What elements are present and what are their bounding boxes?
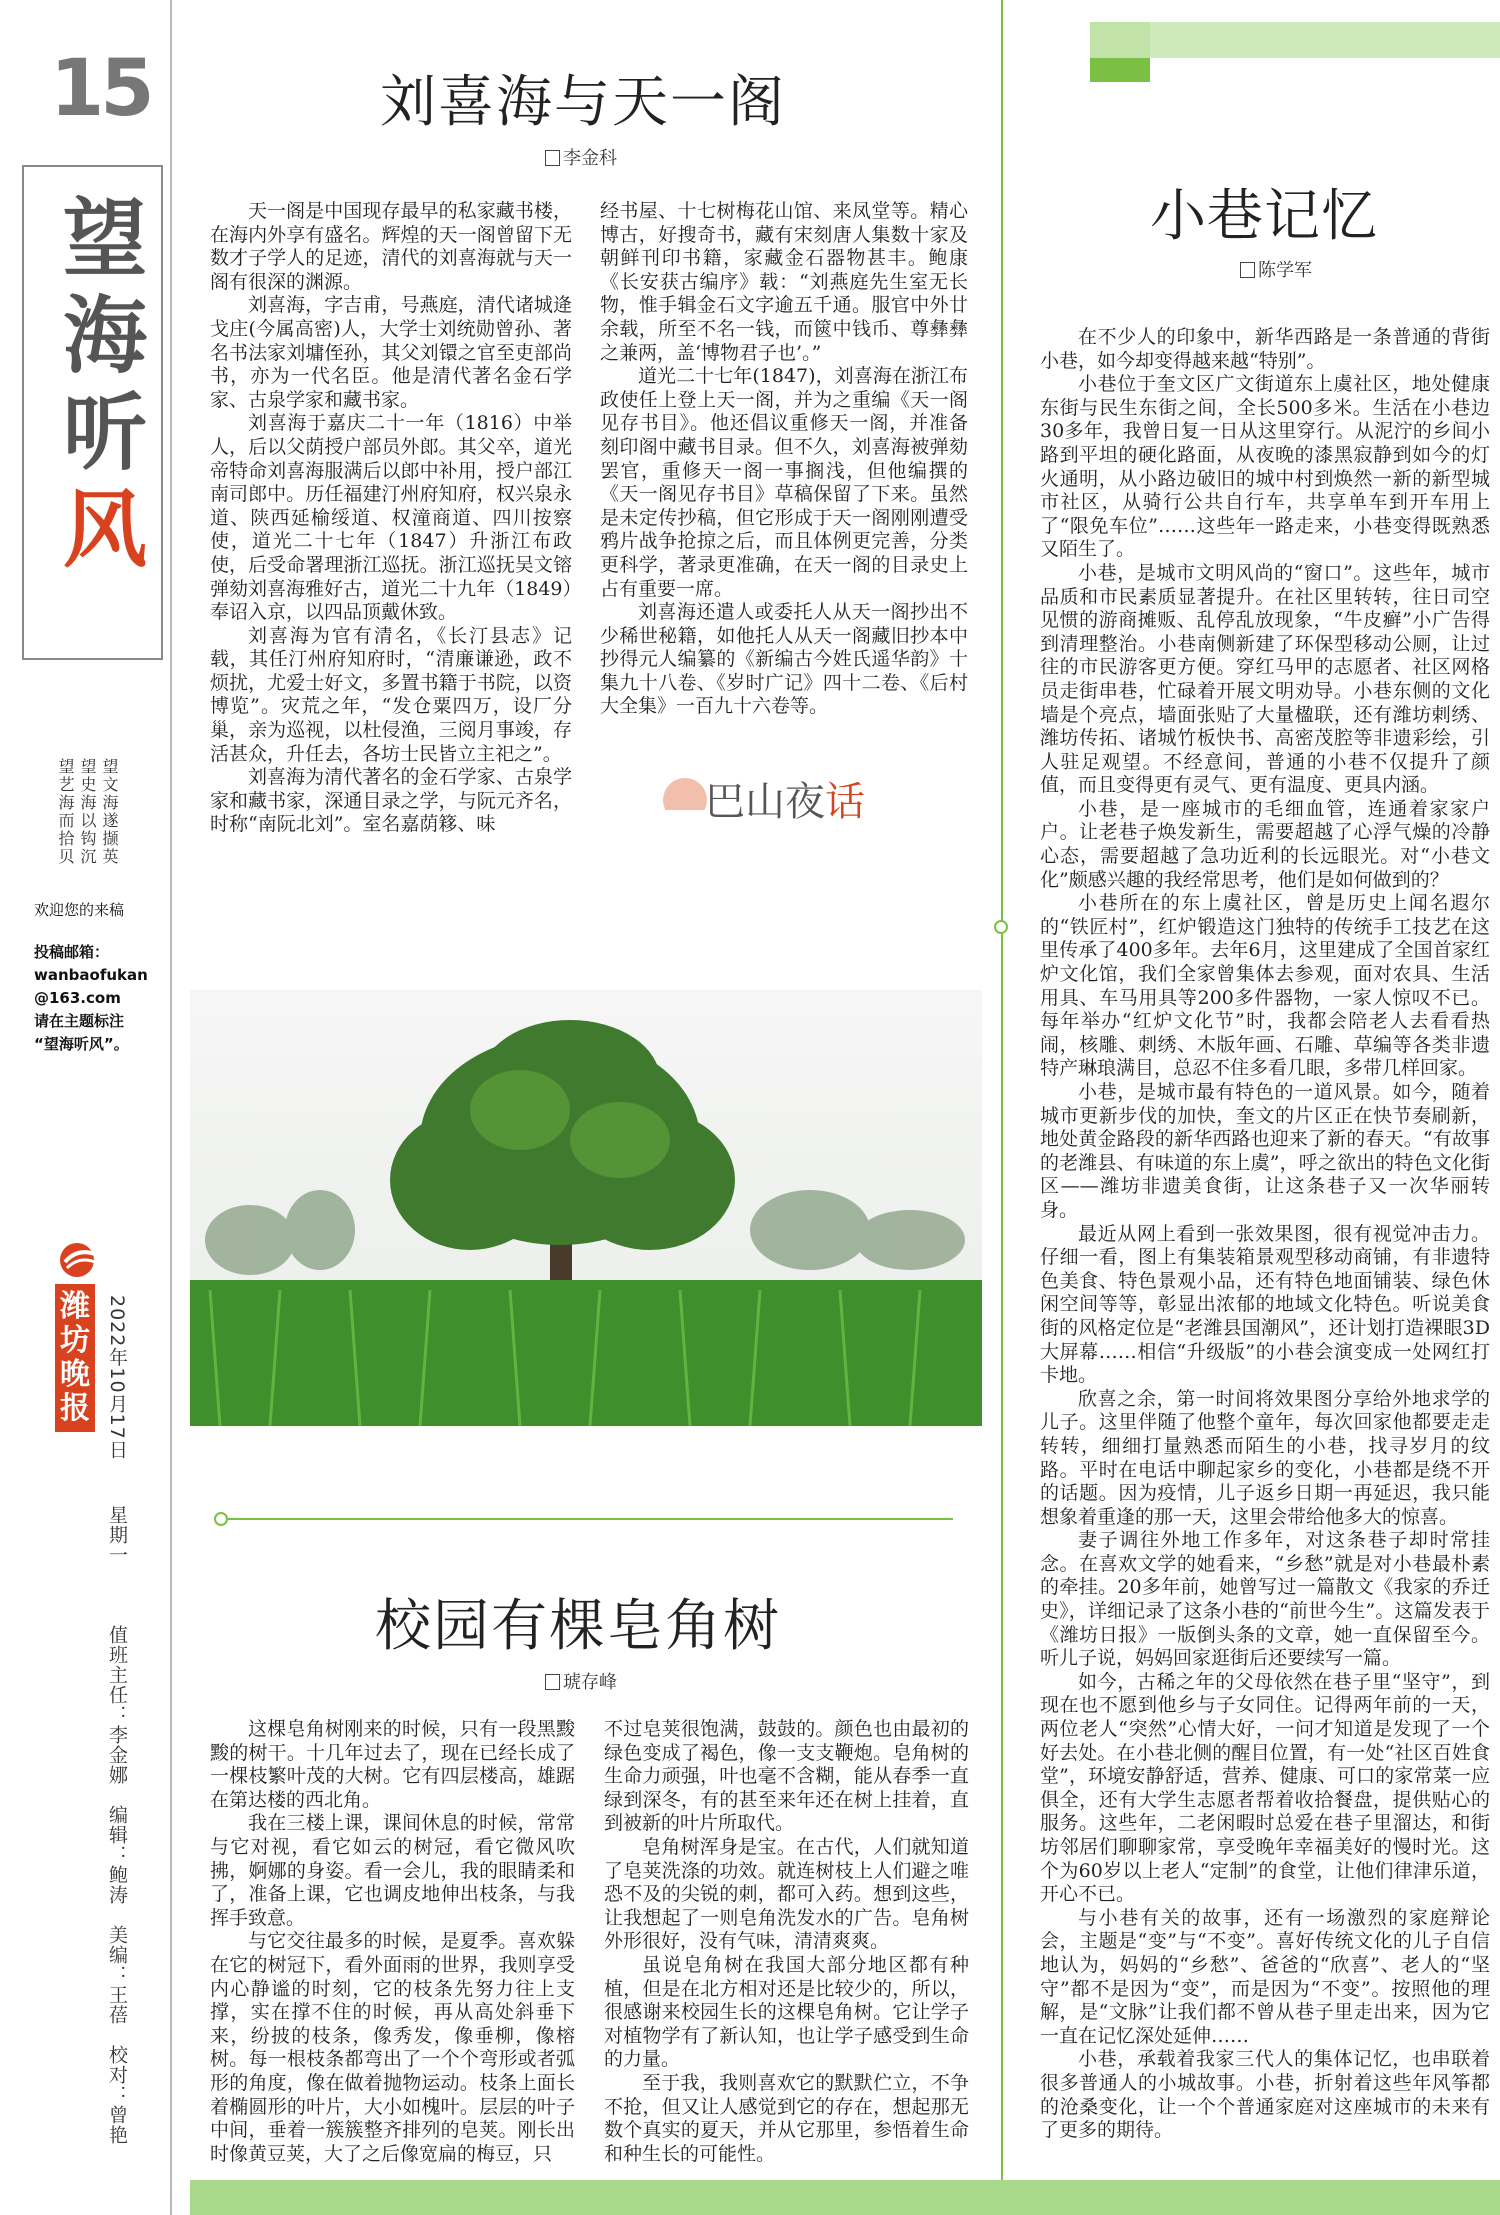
section-label-main: 巴山夜 — [705, 779, 825, 825]
paragraph: 最近从网上看到一张效果图，很有视觉冲击力。仔细一看，图上有集装箱景观型移动商铺，有非遗特色美食、特色景观小品，还有特色地面铺装、绿色休闲空间等等，彰显出浓郁的地域文化特色。听说美食街的风格定位是“老潍县国潮风”，还计划打造裸眼3D大屏幕……相信“升级版”的小巷会演变成一处网红打卡地。 — [1040, 1222, 1490, 1387]
paragraph: 刘喜海于嘉庆二十一年（1816）中举人，后以父荫授户部员外郎。其父卒，道光帝特命刘喜海服满后以郎中补用，授户部江南司郎中。历任福建汀州府知府，权兴泉永道、陕西延榆绥道、权潼商道、四川按察使，道光二十七年（1847）升浙江布政使，后受命署理浙江巡抚。浙江巡抚吴文镕弹劾刘喜海雅好古，道光二十九年（1849）奉诏入京，以四品顶戴休致。 — [210, 412, 572, 624]
byline-zaojiao — [545, 1668, 617, 1694]
paragraph: 刘喜海还遣人或委托人从天一阁抄出不少稀世秘籍，如他托人从天一阁藏旧抄本中抄得元人编纂的《新编古今姓氏遥华韵》十集九十八卷、《岁时广记》四十二卷、《后村大全集》一百九十六卷等。 — [600, 601, 968, 718]
article-body-xiaoxiang — [1040, 326, 1490, 2143]
byline-box-icon — [545, 1674, 560, 1690]
paragraph: 在不少人的印象中，新华西路是一条普通的背街小巷，如今却变得越来越“特别”。 — [1040, 326, 1490, 372]
sidebar-divider — [170, 0, 172, 2215]
separator-dot — [214, 1512, 228, 1526]
column-title-char: 听 — [62, 383, 147, 482]
issue-weekday: 星期一 — [106, 1505, 128, 1565]
article-title-zaojiao: 校园有棵皂角树 — [375, 1594, 781, 1659]
article-body-zaojiao-col1 — [210, 1718, 575, 2166]
paragraph: 这棵皂角树刚来的时候，只有一段黑黢黢的树干。十几年过去了，现在已经长成了一棵枝繁叶茂的大树。它有四层楼高，雄踞在第达楼的西北角。 — [210, 1718, 575, 1811]
paragraph: 小巷，是城市最有特色的一道风景。如今，随着城市更新步伐的加快，奎文的片区正在快节奏刷新，地处黄金路段的新华西路也迎来了新的春天。“有故事的老潍县、有味道的东上虞”，呼之欲出的特色文化街区——潍坊非遗美食街，让这条巷子又一次华丽转身。 — [1040, 1081, 1490, 1221]
staff-credits: 值班主任：李金娜 编辑：鲍涛 美编：王蓓 校对：曾艳 — [106, 1625, 128, 2145]
issue-date: 2022年10月17日 — [106, 1295, 128, 1460]
paragraph: 小巷，是城市文明风尚的“窗口”。这些年，城市品质和市民素质显著提升。在社区里转转，往日司空见惯的游商摊贩、乱停乱放现象，“牛皮癣”小广告得到清理整治。小巷南侧新建了环保型移动公厕，让过往的市民游客更方便。穿红马甲的志愿者、社区网格员走街串巷，忙碌着开展文明劝导。小巷东侧的文化墙是个亮点，墙面张贴了大量楹联，还有潍坊剌绣、潍坊传拓、诸城竹板快书、高密茂腔等非遗彩绘，引人驻足观望。不经意间，普通的小巷不仅提升了颜值，而且变得更有灵气、更有温度、更具内涵。 — [1040, 561, 1490, 797]
column-divider — [1001, 0, 1003, 2180]
paragraph: 小巷位于奎文区广文街道东上虞社区，地处健康东街与民生东街之间，全长500多米。生活在小巷边30多年，我曾日复一日从这里穿行。从泥泞的乡间小路到平坦的硬化路面，从夜晚的漆黑寂静到如今的灯火通明，从小路边破旧的城中村到焕然一新的新型城市社区，从骑行公共自行车，共享单车到开车用上了“限免车位”……这些年一路走来，小巷变得既熟悉又陌生了。 — [1040, 373, 1490, 561]
paragraph: 我在三楼上课，课间休息的时候，常常与它对视，看它如云的树冠，看它微风吹拂，婀娜的身姿。看一会儿，我的眼睛柔和了，准备上课，它也调皮地伸出枝条，与我挥手致意。 — [210, 1812, 575, 1929]
paragraph: 小巷，承载着我家三代人的集体记忆，也串联着很多普通人的小城故事。小巷，折射着这些年风筝都的沧桑变化，让一个个普通家庭对这座城市的未来有了更多的期待。 — [1040, 2048, 1490, 2142]
paragraph: 欣喜之余，第一时间将效果图分享给外地求学的儿子。这里伴随了他整个童年，每次回家他都要走走转转，细细打量熟悉而陌生的小巷，找寻岁月的纹路。平时在电话中聊起家乡的变化，小巷都是绕不开的话题。因为疫情，儿子返乡日期一再延迟，我只能想象着重逢的那一天，这里会带给他多大的惊喜。 — [1040, 1387, 1490, 1528]
byline-xiaoxiang — [1240, 256, 1312, 282]
email-line-2[interactable]: @163.com — [34, 989, 121, 1007]
paragraph: 与它交往最多的时候，是夏季。喜欢躲在它的树冠下，看外面雨的世界，我则享受内心静谧的时刻，它的枝条先努力往上支撑，实在撑不住的时候，再从高处斜垂下来，纷披的枝条，像秀发，像垂柳，像榕树。每一根枝条都弯出了一个个弯形或者弧形的角度，像在做着抛物运动。枝条上面长着椭圆形的叶片，大小如槐叶。层层的叶子中间，垂着一簇簇整齐排列的皂荚。刚长出时像黄豆荚，大了之后像宽扁的梅豆，只 — [210, 1930, 575, 2165]
welcome-text: 欢迎您的来稿 — [34, 901, 125, 919]
paragraph: 如今，古稀之年的父母依然在巷子里“坚守”，到现在也不愿到他乡与子女同住。记得两年前的一天，两位老人“突然”心情大好，一问才知道是发现了一个好去处。在小巷北侧的醒目位置，有一处“社区百姓食堂”，环境安静舒适，营养、健康、可口的家常菜一应俱全，还有大学生志愿者帮着收拾餐盘，提供贴心的服务。这些年，二老闲暇时总爱在巷子里溜达，和街坊邻居们聊聊家常，享受晚年幸福美好的慢时光。这个为60岁以上老人“定制”的食堂，让他们律津乐道，开心不已。 — [1040, 1670, 1490, 1906]
byline-box-icon — [1240, 262, 1255, 278]
newspaper-logo-icon — [55, 1240, 105, 1280]
author-name: 琥存峰 — [563, 1672, 617, 1693]
paragraph: 与小巷有关的故事，还有一场激烈的家庭辩论会，主题是“变”与“不变”。喜好传统文化的儿子自信地认为，妈妈的“乡愁”、爸爸的“欣喜”、老人的“坚守”都不是因为“变”，而是因为“不变”。按照他的理解，是“文脉”让我们都不曾从巷子里走出来，因为它一直在记忆深处延伸…… — [1040, 1906, 1490, 2047]
author-name: 李金科 — [563, 148, 617, 169]
email-line-1[interactable]: wanbaofukan — [34, 966, 148, 984]
article-title-xiaoxiang: 小巷记忆 — [1150, 184, 1378, 249]
paragraph: 经书屋、十七树梅花山馆、来凤堂等。精心博古，好搜奇书，藏有宋刻唐人集数十家及朝鲜刊印书籍，家藏金石器物甚丰。鲍康《长安获古编序》载：“刘燕庭先生室无长物，惟手辑金石文字逾五千通。服官中外廿余载，所至不名一钱，而篋中钱币、尊彝彝之兼两，盖‘博物君子也’。” — [600, 200, 968, 364]
section-label — [705, 770, 865, 827]
byline-box-icon — [545, 150, 560, 166]
paragraph: 天一阁是中国现存最早的私家藏书楼，在海内外享有盛名。辉煌的天一阁曾留下无数才子学人的足迹，清代的刘喜海就与天一阁有很深的渊源。 — [210, 200, 572, 293]
column-title-char: 海 — [62, 286, 147, 385]
paragraph: 刘喜海为官有清名，《长汀县志》记载，其任汀州府知府时，“清廉谦逊，政不烦扰，尤爱士好文，多置书籍于书院，以资博览”。灾荒之年，“发仓粟四万，设厂分巢，亲为巡视，以杜侵渔，三阅月事竣，存活甚众，升任去，各坊士民皆立主祀之”。 — [210, 624, 572, 765]
separator-line — [228, 1518, 953, 1520]
article-body-zaojiao-col2 — [604, 1718, 969, 2166]
paragraph: 不过皂荚很饱满，鼓鼓的。颜色也由最初的绿色变成了褐色，像一支支鞭炮。皂角树的生命力顽强，叶也毫不含糊，能从春季一直绿到深冬，有的甚至来年还在树上挂着，直到被新的叶片所取代。 — [604, 1718, 969, 1835]
poem-line-3: 望艺海而拾贝 — [56, 758, 75, 866]
paragraph: 小巷，是一座城市的毛细血管，连通着家家户户。让老巷子焕发新生，需要超越了心浮气燥的冷静心态，需要超越了急功近利的长远眼光。对“小巷文化”颇感兴趣的我经常思考，他们是如何做到的？ — [1040, 797, 1490, 891]
author-name: 陈学军 — [1258, 260, 1312, 281]
paragraph: 虽说皂角树在我国大部分地区都有种植，但是在北方相对还是比较少的，所以，很感谢来校园生长的这棵皂角树。它让学子对植物学有了新认知，也让学子感受到生命的力量。 — [604, 1953, 969, 2071]
note-line-2: “望海听风”。 — [34, 1035, 129, 1053]
column-title-char: 风 — [62, 480, 147, 579]
note-line-1: 请在主题标注 — [34, 1012, 125, 1030]
article-title-tianyige: 刘喜海与天一阁 — [380, 70, 786, 135]
paragraph: 至于我，我则喜欢它的默默伫立，不争不抢，但又让人感觉到它的存在，想起那无数个真实的夏天，并从它那里，参悟着生命和种生长的可能性。 — [604, 2071, 969, 2165]
article-body-tianyige-col2 — [600, 200, 968, 719]
divider-dot — [994, 920, 1008, 934]
newspaper-name: 潍坊晚报 — [55, 1284, 95, 1432]
paragraph: 皂角树浑身是宝。在古代，人们就知道了皂荚洗涤的功效。就连树枝上人们避之唯恐不及的尖锐的刺，都可入药。想到这些，让我想起了一则皂角洗发水的广告。皂角树外形很好，没有气味，清清爽爽。 — [604, 1835, 969, 1953]
submission-label: 投稿邮箱： — [34, 943, 110, 961]
article-body-tianyige-col1 — [210, 200, 572, 837]
paragraph: 小巷所在的东上虞社区，曾是历史上闻名遐尔的“铁匠村”，红炉锻造这门独特的传统手工技艺在这里传承了400多年。去年6月，这里建成了全国首家红炉文化馆，我们全家曾集体去参观，面对农具、生活用具、车马用具等200多件器物，一家人惊叹不已。每年举办“红炉文化节”时，我都会陪老人去看看热闹，核雕、刺绣、木版年画、石雕、草编等各类非遗特产琳琅满目，总忍不住多看几眼，多带几样回家。 — [1040, 892, 1490, 1080]
column-title-char: 望 — [62, 189, 147, 288]
poem-line-1: 望文海遂撷英 — [100, 758, 119, 866]
tree-photo — [190, 990, 982, 1426]
section-label-accent: 话 — [825, 779, 865, 825]
column-title — [60, 190, 150, 578]
paragraph: 刘喜海，字吉甫，号燕庭，清代诸城逄戈庄(今属高密)人，大学士刘统勋曾孙、著名书法家刘墉侄孙，其父刘镮之官至吏部尚书，亦为一代名臣。他是清代著名金石学家、古泉学家和藏书家。 — [210, 294, 572, 411]
header-band — [1090, 22, 1500, 58]
byline-tianyige — [545, 144, 617, 170]
poem-line-2: 望史海以钩沉 — [78, 758, 97, 866]
paragraph: 道光二十七年(1847)，刘喜海在浙江布政使任上登上天一阁，并为之重编《天一阁见存书目》。他还倡议重修天一阁，并准备刻印阁中藏书目录。但不久，刘喜海被弹劾罢官，重修天一阁一事搁浅，但他编撰的《天一阁见存书目》草稿保留了下来。虽然是未定传抄稿，但它形成于天一阁刚刚遭受鸦片战争抢掠之后，而且体例更完善，分类更科学，著录更准确，在天一阁的目录史上占有重要一席。 — [600, 365, 968, 600]
page-number: 15 — [50, 44, 151, 134]
paragraph: 刘喜海为清代著名的金石学家、古泉学家和藏书家，深通目录之学，与阮元齐名，时称“南阮北刘”。室名嘉荫簃、味 — [210, 766, 572, 836]
footer-bar — [190, 2180, 1500, 2215]
paragraph: 妻子调往外地工作多年，对这条巷子却时常挂念。在喜欢文学的她看来，“乡愁”就是对小巷最朴素的牵挂。20多年前，她曾写过一篇散文《我家的乔迁史》，详细记录了这条小巷的“前世今生”。这篇发表于《潍坊日报》一版倒头条的文章，她一直保留至今。听儿子说，妈妈回家逛街后还要续写一篇。 — [1040, 1529, 1490, 1670]
